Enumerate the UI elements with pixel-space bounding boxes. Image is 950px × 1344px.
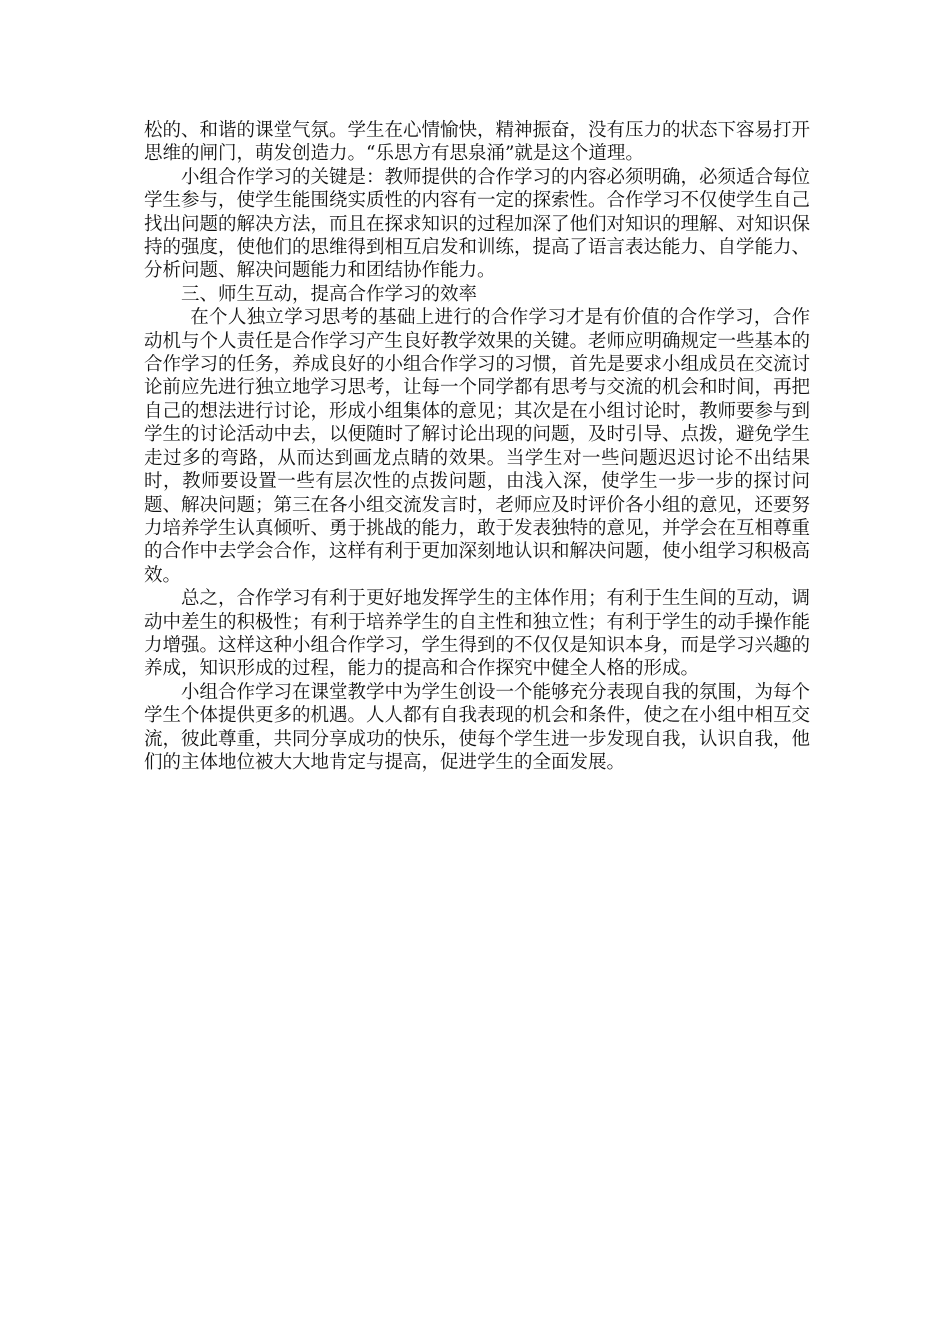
paragraph-continuation: 松的、和谐的课堂气氛。学生在心情愉快，精神振奋，没有压力的状态下容易打开思维的闸门，萌发创造力。“乐思方有思泉涌”就是这个道理。 xyxy=(144,120,811,165)
document-page xyxy=(144,119,810,774)
section-heading: 三、师生互动，提高合作学习的效率 xyxy=(181,283,478,305)
paragraph-interaction: 在个人独立学习思考的基础上进行的合作学习才是有价值的合作学习，合作动机与个人责任是合作学习产生良好教学效果的关键。老师应明确规定一些基本的合作学习的任务，养成良好的小组合作学习的习惯，首先是要求小组成员在交流讨论前应先进行独立地学习思考，让每一个同学都有思考与交流的机会和时间，再把自己的想法进行讨论，形成小组集体的意见；其次是在小组讨论时，教师要参与到学生的讨论活动中去，以便随时了解讨论出现的问题，及时引导、点拨，避免学生走过多的弯路，从而达到画龙点睛的效果。当学生对一些问题迟迟讨论不出结果时，教师要设置一些有层次性的点拨问题，由浅入深，使学生一步一步的探讨问题、解决问题；第三在各小组交流发言时，老师应及时评价各小组的意见，还要努力培养学生认真倾听、勇于挑战的能力，敢于发表独特的意见，并学会在互相尊重的合作中去学会合作，这样有利于更加深刻地认识和解决问题，使小组学习积极高效。 xyxy=(144,307,811,586)
paragraph-conclusion: 小组合作学习在课堂教学中为学生创设一个能够充分表现自我的氛围，为每个学生个体提供更多的机遇。人人都有自我表现的机会和条件，使之在小组中相互交流，彼此尊重，共同分享成功的快乐，使每个学生进一步发现自我，认识自我，他们的主体地位被大大地肯定与提高，促进学生的全面发展。 xyxy=(144,681,811,773)
paragraph-key-points: 小组合作学习的关键是：教师提供的合作学习的内容必须明确，必须适合每位学生参与，使学生能围绕实质性的内容有一定的探索性。合作学习不仅使学生自己找出问题的解决方法，而且在探求知识的过程加深了他们对知识的理解、对知识保持的强度，使他们的思维得到相互启发和训练，提高了语言表达能力、自学能力、分析问题、解决问题能力和团结协作能力。 xyxy=(144,166,811,282)
paragraph-summary: 总之，合作学习有利于更好地发挥学生的主体作用；有利于生生间的互动，调动中差生的积极性；有利于培养学生的自主性和独立性；有利于学生的动手操作能力增强。这样这种小组合作学习，学生得到的不仅仅是知识本身，而是学习兴趣的养成，知识形成的过程，能力的提高和合作探究中健全人格的形成。 xyxy=(144,588,811,680)
